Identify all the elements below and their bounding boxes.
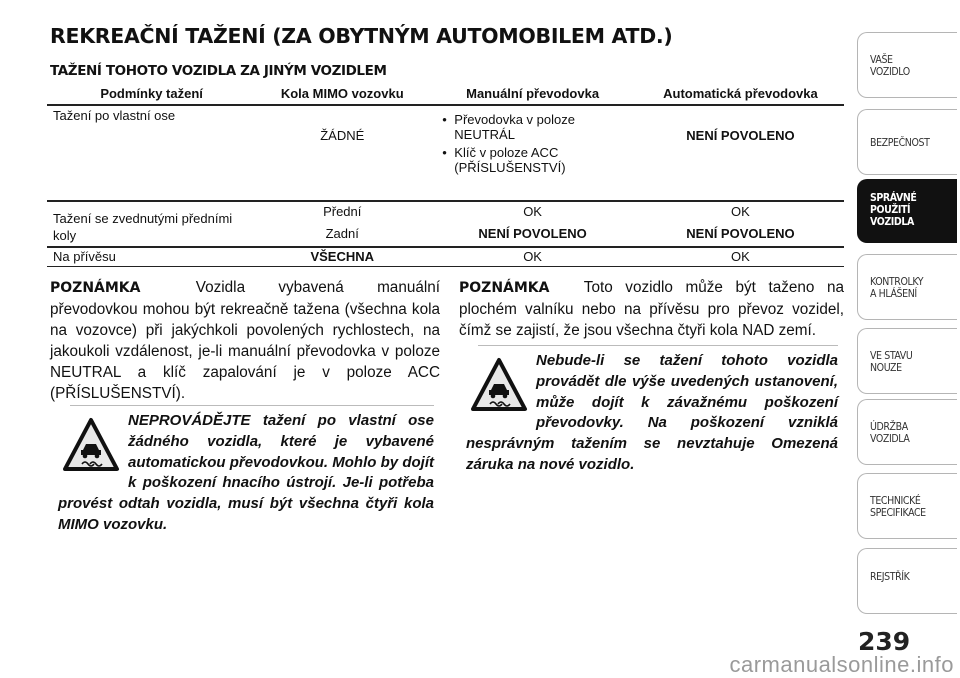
warning-box-right xyxy=(466,351,838,476)
tab-kontrolky-a-hlaseni[interactable] xyxy=(857,254,957,320)
tab-label-line: REJSTŘÍK xyxy=(870,571,910,583)
tab-label-line: TECHNICKÉ xyxy=(870,495,921,507)
table-header-row xyxy=(47,84,844,105)
note-label: POZNÁMKA xyxy=(50,280,141,296)
section-subtitle: TAŽENÍ TOHOTO VOZIDLA ZA JINÝM VOZIDLEM xyxy=(50,63,387,79)
manual-bullet-list xyxy=(434,112,631,175)
cell-automatic: NENÍ POVOLENO xyxy=(637,105,844,201)
warning-text: Nebude-li se tažení tohoto vozidla provádět dle výše uvedených ustanovení, může dojít k závažnému poškození převodovky. Na poškození vzniklá nesprávným tažením se nevztahuje Omezená záruka na nové vozidlo. xyxy=(466,352,838,473)
cell-manual: OK xyxy=(523,204,542,219)
tab-label-line: BEZPEČNOST xyxy=(870,137,930,149)
note-label: POZNÁMKA xyxy=(459,280,550,296)
warning-divider xyxy=(478,345,838,346)
cell-automatic: OK xyxy=(637,247,844,267)
cell-wheels: VŠECHNA xyxy=(256,247,428,267)
cell-wheels: Zadní xyxy=(256,224,428,247)
tab-technicke-specifikace[interactable] xyxy=(857,473,957,539)
cell-condition: Na přívěsu xyxy=(47,247,256,267)
cell-wheels: Přední xyxy=(323,204,362,219)
slippery-road-warning-icon xyxy=(470,357,528,413)
cell-manual xyxy=(428,105,637,201)
cell-wheels: ŽÁDNÉ xyxy=(256,105,428,201)
cell-manual: NENÍ POVOLENO xyxy=(428,224,637,247)
list-item: • Klíč v poloze ACC (PŘÍSLUŠENSTVÍ) xyxy=(442,145,631,175)
page-number: 239 xyxy=(858,627,911,656)
warning-text: NEPROVÁDĚJTE tažení po vlastní ose žádného vozidla, které je vybavené automatickou převodovkou. Mohlo by dojít k poškození hnacího ústrojí. Je-li potřeba provést odtah vozidla, musí být všechna čtyři kola MIMO vozovku. xyxy=(58,412,434,533)
slippery-road-warning-icon xyxy=(62,417,120,473)
header-automatic: Automatická převodovka xyxy=(637,84,844,105)
tab-bezpecnost[interactable] xyxy=(857,109,957,175)
tab-label-line: SPRÁVNÉ xyxy=(870,192,917,204)
tab-label-line: VAŠE xyxy=(870,54,893,66)
table-row xyxy=(47,201,844,224)
cell-automatic: OK xyxy=(731,204,750,219)
tab-spravne-pouziti-vozidla[interactable] xyxy=(857,179,957,243)
warning-box-left xyxy=(58,411,434,536)
table-row xyxy=(47,105,844,201)
tab-label-line: VOZIDLA xyxy=(870,433,910,445)
chapter-tabs-sidebar xyxy=(857,0,960,630)
tab-label-line: A HLÁŠENÍ xyxy=(870,288,917,300)
tab-label-line: ÚDRŽBA xyxy=(870,421,908,433)
header-wheels-off: Kola MIMO vozovku xyxy=(256,84,428,105)
tab-udrzba-vozidla[interactable] xyxy=(857,399,957,465)
warning-divider xyxy=(70,405,434,406)
tab-label-line: SPECIFIKACE xyxy=(870,507,926,519)
cell-manual: OK xyxy=(428,247,637,267)
list-item: • Převodovka v poloze NEUTRÁL xyxy=(442,112,631,142)
table-row xyxy=(47,247,844,267)
note-left xyxy=(50,277,440,404)
note-right xyxy=(459,277,844,341)
header-manual: Manuální převodovka xyxy=(428,84,637,105)
cell-condition: Tažení po vlastní ose xyxy=(47,105,256,201)
tab-rejstrik[interactable] xyxy=(857,548,957,614)
tab-vase-vozidlo[interactable] xyxy=(857,32,957,98)
tab-label-line: POUŽITÍ xyxy=(870,204,911,216)
note-text: Toto vozidlo může být taženo na plochém valníku nebo na přívěsu pro převoz vozidel, čímž se zajistí, že jsou všechna čtyři kola NAD zemí. xyxy=(459,279,844,339)
tab-label-line: VOZIDLO xyxy=(870,66,910,78)
tab-label-line: KONTROLKY xyxy=(870,276,924,288)
tab-label-line: VOZIDLA xyxy=(870,216,914,228)
cell-condition: Tažení se zvednutými předními koly xyxy=(47,201,256,247)
tab-ve-stavu-nouze[interactable] xyxy=(857,328,957,394)
tab-label-line: NOUZE xyxy=(870,362,902,374)
cell-automatic: NENÍ POVOLENO xyxy=(637,224,844,247)
note-text: Vozidla vybavená manuální převodovkou mohou být rekreačně tažena (všechna kola na vozovce) při jakýchkoli povolených rychlostech, na jakoukoli vzdálenost, je-li manuální převodovka v poloze NEUTRAL a klíč zapalování je v poloze ACC (PŘÍSLUŠENSTVÍ). xyxy=(50,279,440,402)
tab-label-line: VE STAVU xyxy=(870,350,913,362)
towing-table xyxy=(47,84,844,267)
page-title: REKREAČNÍ TAŽENÍ (ZA OBYTNÝM AUTOMOBILEM ATD.) xyxy=(50,24,673,48)
watermark: carmanualsonline.info xyxy=(729,652,954,677)
header-conditions: Podmínky tažení xyxy=(47,84,256,105)
